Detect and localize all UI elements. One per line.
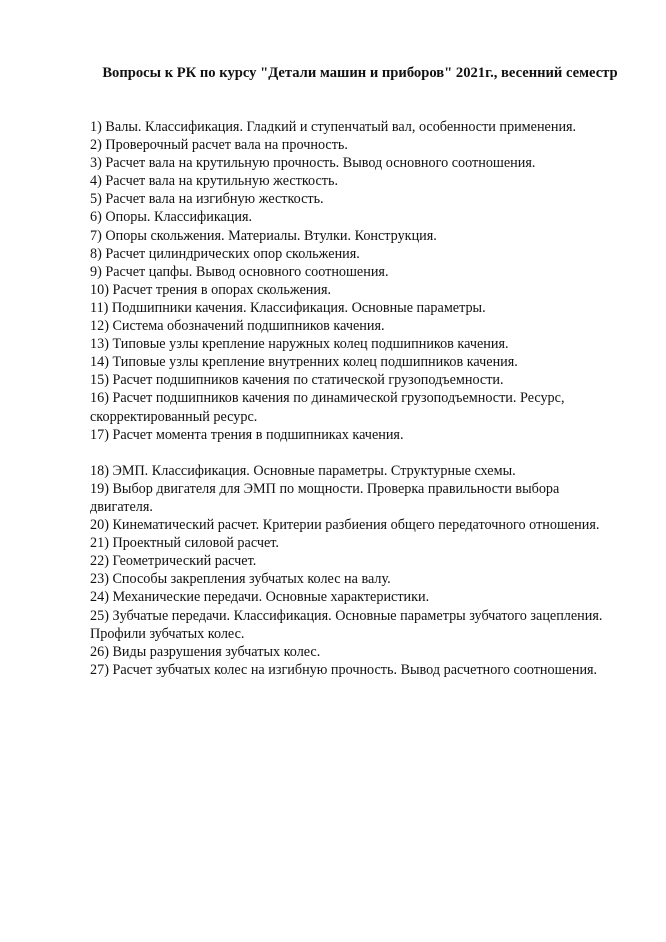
- question-section-1: [90, 118, 625, 444]
- question-item: 15) Расчет подшипников качения по статической грузоподъемности.: [90, 372, 504, 389]
- question-item: 12) Система обозначений подшипников качения.: [90, 318, 385, 335]
- question-item: 22) Геометрический расчет.: [90, 553, 257, 570]
- question-item: 4) Расчет вала на крутильную жесткость.: [90, 173, 339, 190]
- question-item: 18) ЭМП. Классификация. Основные параметры. Структурные схемы.: [90, 462, 516, 479]
- question-item: 17) Расчет момента трения в подшипниках качения.: [90, 426, 404, 443]
- question-item: 14) Типовые узлы крепление внутренних колец подшипников качения.: [90, 354, 518, 371]
- question-item: 25) Зубчатые передачи. Классификация. Основные параметры зубчатого зацепления. Профили зубчатых колес.: [90, 607, 603, 642]
- question-item: 19) Выбор двигателя для ЭМП по мощности. Проверка правильности выбора двигателя.: [90, 480, 560, 515]
- question-item: 8) Расчет цилиндрических опор скольжения.: [90, 245, 360, 262]
- question-item: 20) Кинематический расчет. Критерии разбиения общего передаточного отношения.: [90, 517, 600, 534]
- question-item: 16) Расчет подшипников качения по динамической грузоподъемности. Ресурс, скорректированный ресурс.: [90, 390, 565, 425]
- document-title: Вопросы к РК по курсу "Детали машин и приборов" 2021г., весенний семестр: [102, 65, 618, 81]
- question-item: 13) Типовые узлы крепление наружных колец подшипников качения.: [90, 336, 509, 353]
- question-item: 1) Валы. Классификация. Гладкий и ступенчатый вал, особенности применения.: [90, 119, 577, 135]
- question-item: 9) Расчет цапфы. Вывод основного соотношения.: [90, 263, 389, 280]
- question-list: [90, 118, 625, 679]
- question-item: 5) Расчет вала на изгибную жесткость.: [90, 191, 324, 208]
- section-spacer: [90, 444, 625, 462]
- question-item: 3) Расчет вала на крутильную прочность. Вывод основного соотношения.: [90, 155, 536, 172]
- question-item: 11) Подшипники качения. Классификация. Основные параметры.: [90, 299, 486, 316]
- question-item: 7) Опоры скольжения. Материалы. Втулки. Конструкция.: [90, 227, 437, 244]
- question-item: 10) Расчет трения в опорах скольжения.: [90, 281, 332, 298]
- question-item: 27) Расчет зубчатых колес на изгибную прочность. Вывод расчетного соотношения.: [90, 661, 598, 678]
- question-item: 24) Механические передачи. Основные характеристики.: [90, 589, 430, 606]
- question-item: 26) Виды разрушения зубчатых колес.: [90, 643, 321, 660]
- question-item: 21) Проектный силовой расчет.: [90, 535, 279, 552]
- question-item: 2) Проверочный расчет вала на прочность.: [90, 137, 348, 154]
- question-section-2: [90, 462, 625, 679]
- question-item: 6) Опоры. Классификация.: [90, 209, 253, 226]
- question-item: 23) Способы закрепления зубчатых колес на валу.: [90, 571, 391, 588]
